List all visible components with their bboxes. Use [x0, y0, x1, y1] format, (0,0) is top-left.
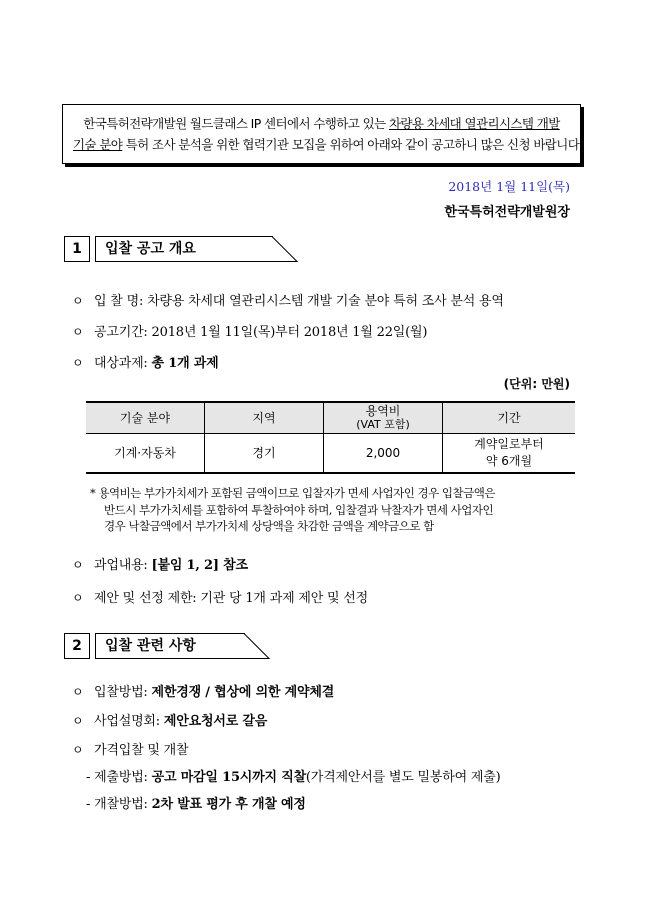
briefing-item: ㅇ 사업설명회: 제안요청서로 갈음 [72, 714, 268, 729]
open-method-item: - 개찰방법: 2차 발표 평가 후 개찰 예정 [86, 797, 306, 812]
cell-field: 기계·자동차 [86, 434, 205, 474]
header-field: 기술 분야 [86, 402, 205, 434]
section-2-tab-arrow [244, 633, 270, 659]
project-title-underlined: 차량용 차세대 열관리시스템 개발 [388, 116, 560, 131]
period-item: ㅇ 공고기간: 2018년 1월 11일(목)부터 2018년 1월 22일(월) [72, 325, 428, 340]
price-bid-item: ㅇ 가격입찰 및 개찰 [72, 743, 189, 758]
intro-line-2: 기술 분야 특허 조사 분석을 위한 협력기관 모집을 위하여 아래와 같이 공고하니 많은 신청 바랍니다. [73, 137, 583, 152]
header-region: 지역 [205, 402, 324, 434]
vat-note: * 용역비는 부가가치세가 포함된 금액이므로 입찰자가 면세 사업자인 경우 입찰금액은 반드시 부가가치세를 포함하여 투찰하여야 하며, 입찰결과 낙찰자가 면세 사업자인 경우 낙찰금액에서 부가가치세 상당액을 차감한 금액을 계약금으로 함 [90, 486, 495, 533]
header-period: 기간 [443, 402, 576, 434]
section-2-number: 2 [64, 633, 90, 659]
section-2-title: 입찰 관련 사항 [95, 633, 245, 659]
bid-table [86, 401, 575, 474]
table-row [86, 434, 575, 474]
unit-label: (단위: 만원) [503, 377, 570, 391]
tech-field-underlined: 기술 분야 [73, 137, 123, 152]
announcement-date: 2018년 1월 11일(목) [448, 179, 570, 194]
cell-cost: 2,000 [324, 434, 443, 474]
issuer-name: 한국특허전략개발원장 [444, 205, 570, 220]
bid-method-item: ㅇ 입찰방법: 제한경쟁 / 협상에 의한 계약체결 [72, 685, 335, 700]
limit-item: ㅇ 제안 및 선정 제한: 기관 당 1개 과제 제안 및 선정 [72, 591, 369, 606]
header-cost: 용역비 (VAT 포함) [324, 402, 443, 434]
section-1-number: 1 [64, 236, 90, 262]
intro-notice-box [62, 104, 581, 164]
intro-line-1: 한국특허전략개발원 월드클래스 IP 센터에서 수행하고 있는 차량용 차세대 열관리시스템 개발 [83, 116, 560, 131]
task-item: ㅇ 과업내용: [붙임 1, 2] 참조 [72, 558, 248, 573]
bid-name-item: ㅇ 입 찰 명: 차량용 차세대 열관리시스템 개발 기술 분야 특허 조사 분석 용역 [72, 294, 504, 309]
cell-period: 계약일로부터 약 6개월 [443, 434, 576, 474]
target-item: ㅇ 대상과제: 총 1개 과제 [72, 356, 219, 371]
section-1-title: 입찰 공고 개요 [95, 236, 273, 262]
section-1-tab-arrow [272, 236, 298, 262]
cell-region: 경기 [205, 434, 324, 474]
table-header-row [86, 402, 575, 434]
submit-method-item: - 제출방법: 공고 마감일 15시까지 직찰(가격제안서를 별도 밀봉하여 제출) [86, 770, 501, 785]
